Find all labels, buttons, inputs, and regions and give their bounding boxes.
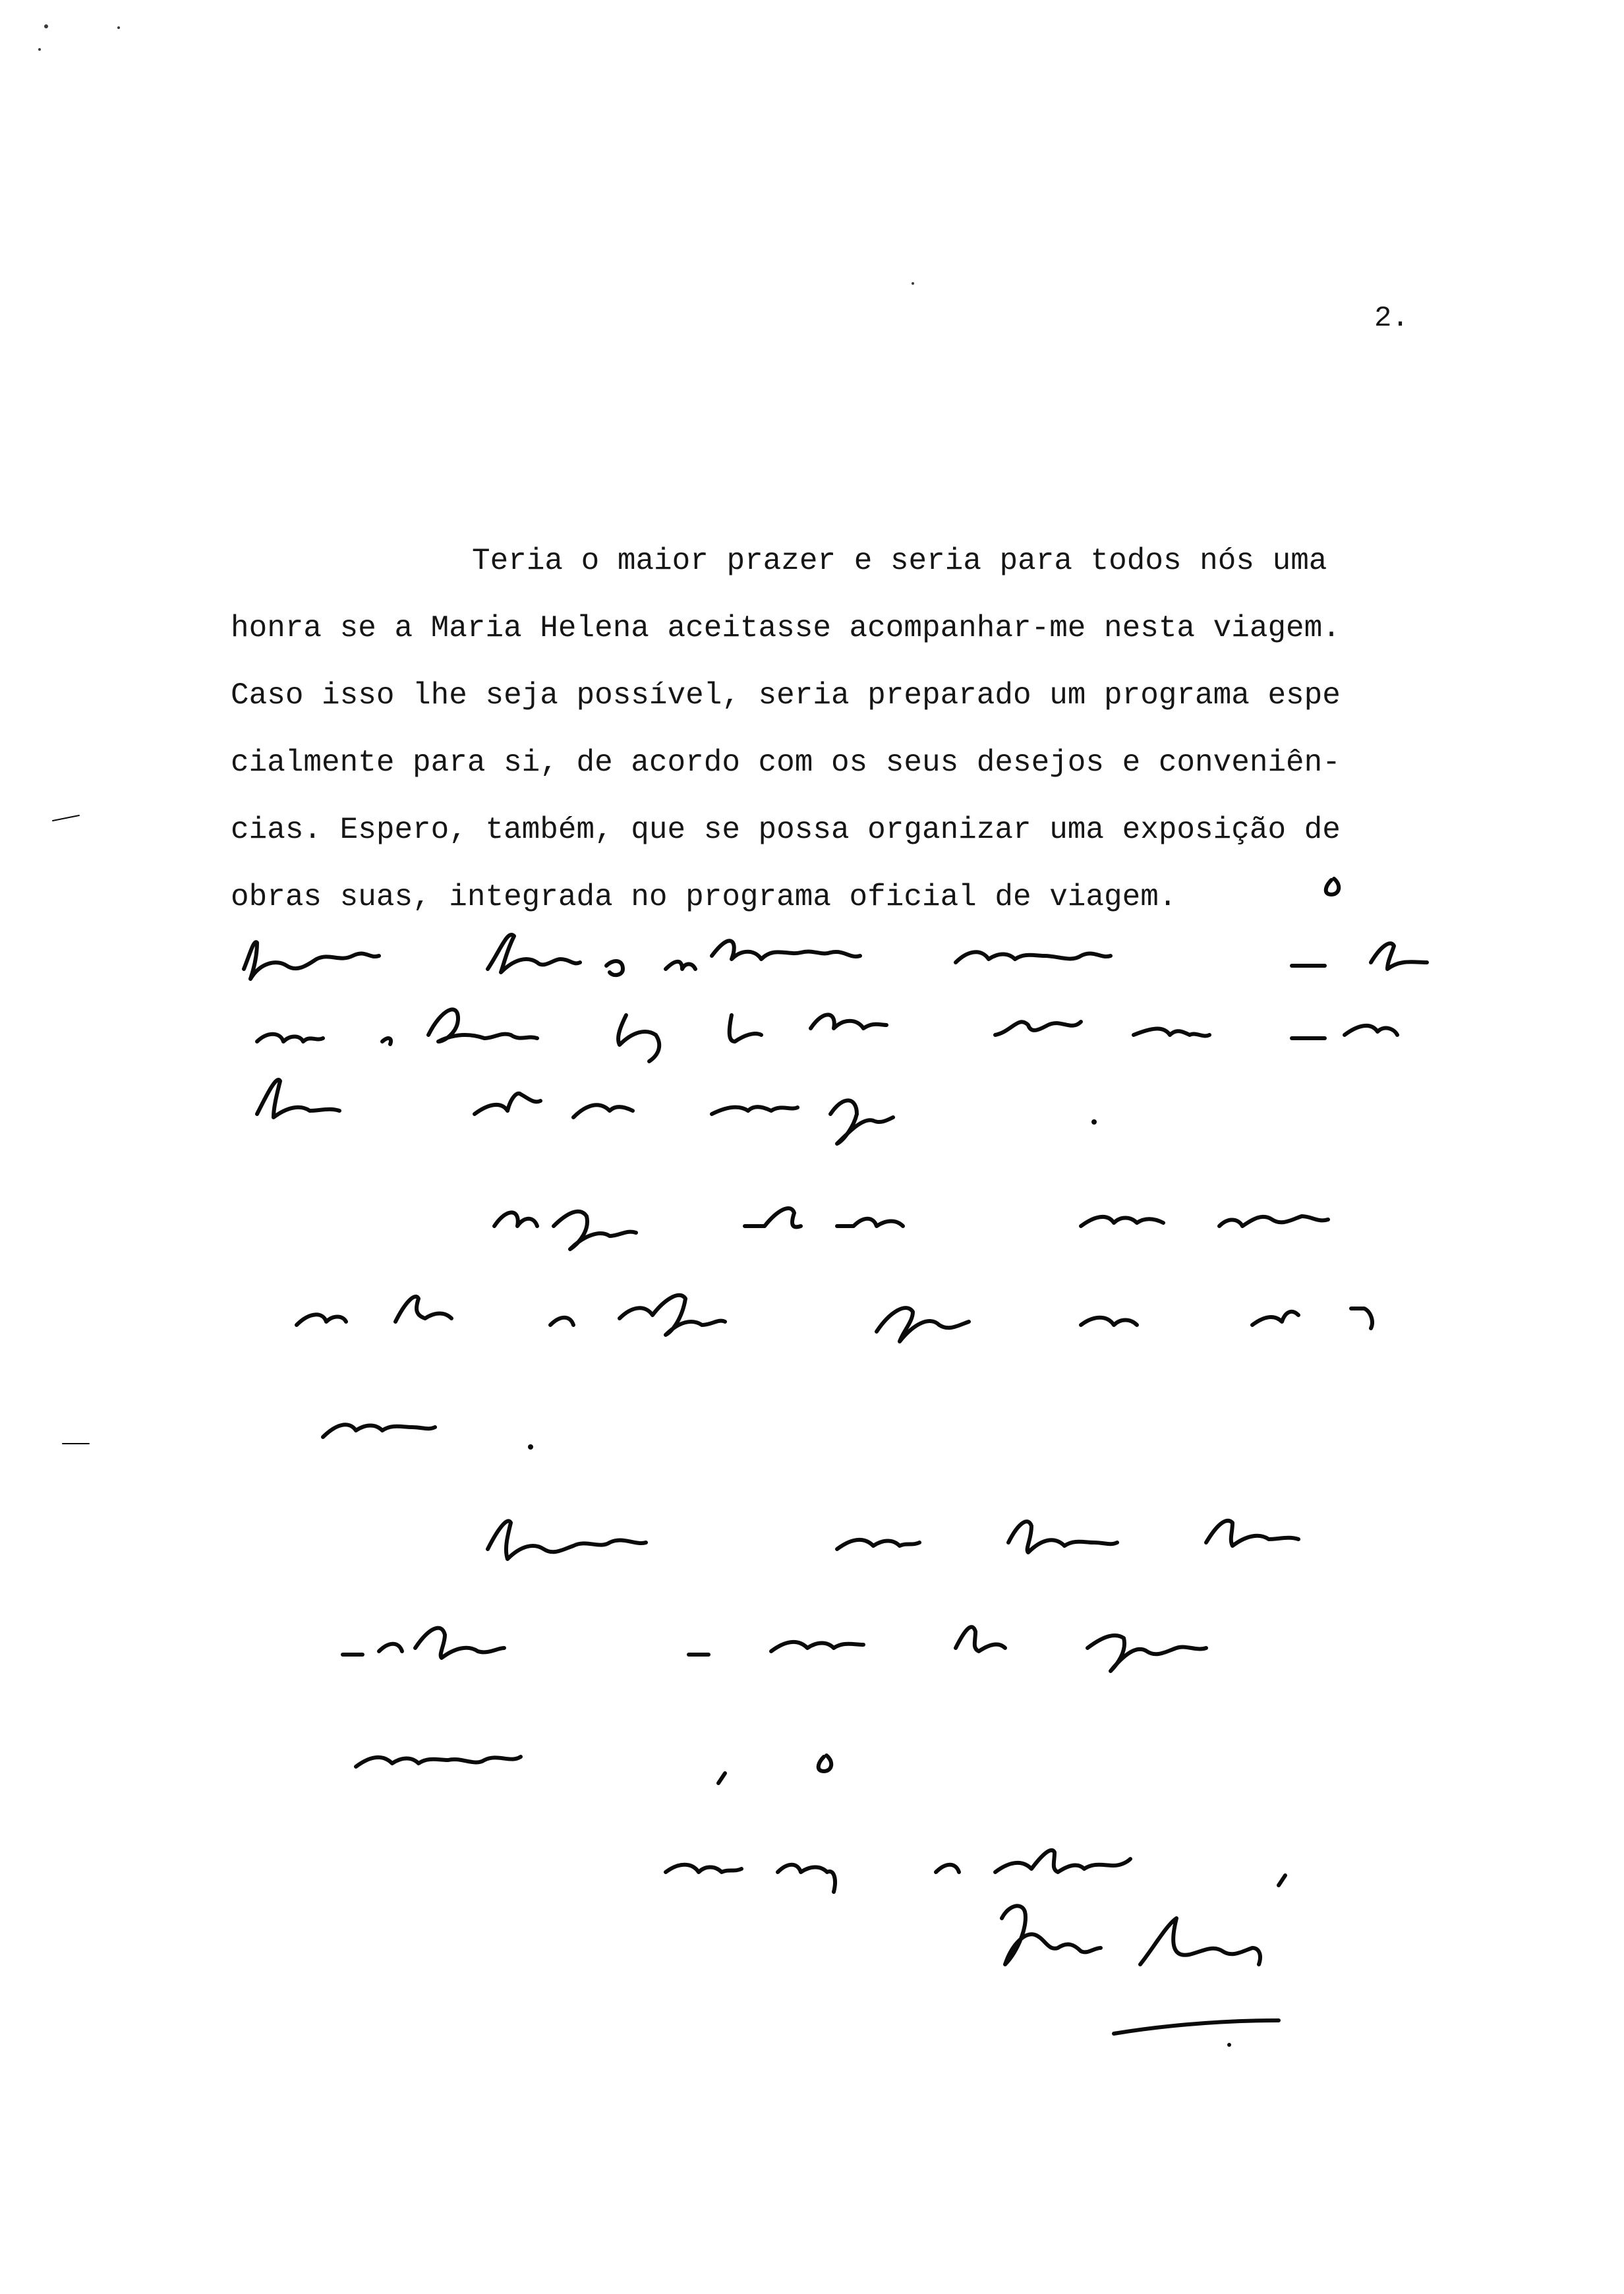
typed-line: honra se a Maria Helena aceitasse acompanhar-me nesta viagem. xyxy=(231,611,1341,645)
handwritten-word xyxy=(771,1642,863,1651)
handwritten-word xyxy=(956,952,1111,962)
handwritten-word xyxy=(488,1521,646,1559)
ink-comma xyxy=(718,1773,725,1783)
typed-line: cialmente para si, de acordo com os seus desejos e conveniên- xyxy=(231,746,1341,780)
handwritten-word xyxy=(323,1425,435,1437)
handwritten-word xyxy=(244,942,379,979)
handwritten-word xyxy=(1351,1309,1372,1328)
handwritten-word xyxy=(428,1009,537,1042)
typed-line: Caso isso lhe seja possível, seria preparado um programa espe xyxy=(231,678,1341,713)
handwritten-word xyxy=(297,1314,346,1325)
handwritten-word xyxy=(1219,1216,1328,1226)
scan-speck xyxy=(117,26,120,29)
handwritten-word xyxy=(995,1850,1130,1872)
handwritten-word xyxy=(573,1105,633,1117)
ink-comma xyxy=(1279,1875,1285,1885)
handwritten-word xyxy=(415,1628,504,1658)
ink-mark xyxy=(1326,879,1339,895)
handwritten-word xyxy=(666,962,695,969)
handwritten-note xyxy=(244,879,1427,1892)
handwritten-word xyxy=(620,1295,725,1335)
handwritten-word xyxy=(475,1094,540,1114)
signature-stroke xyxy=(1002,1906,1101,1964)
scan-speck xyxy=(912,282,914,285)
handwritten-word xyxy=(712,1107,798,1114)
ink-dot xyxy=(1091,1119,1097,1125)
ink-dot xyxy=(528,1444,533,1450)
handwritten-word xyxy=(606,961,623,975)
ink-mark xyxy=(819,1755,832,1771)
handwritten-word xyxy=(778,1865,835,1892)
handwritten-word xyxy=(395,1297,451,1322)
handwritten-word xyxy=(1252,1312,1298,1325)
handwritten-word xyxy=(382,1038,391,1044)
handwritten-word xyxy=(956,1627,1005,1651)
signature-stroke xyxy=(1140,1918,1260,1964)
signature-underline xyxy=(1114,2020,1279,2034)
handwritten-word xyxy=(666,1865,741,1872)
handwritten-word xyxy=(1371,943,1427,969)
handwritten-word xyxy=(554,1212,636,1249)
handwritten-word xyxy=(745,1208,801,1227)
handwritten-word xyxy=(830,1100,893,1144)
handwritten-word xyxy=(1081,1217,1163,1226)
handwritten-word xyxy=(1345,1026,1397,1035)
handwritten-word xyxy=(995,1022,1081,1035)
handwritten-word xyxy=(379,1644,402,1651)
handwritten-word xyxy=(550,1318,573,1325)
handwritten-word xyxy=(356,1757,521,1767)
handwritten-word xyxy=(1088,1635,1206,1671)
handwritten-word xyxy=(837,1540,919,1549)
handwritten-word xyxy=(811,1015,886,1028)
ink-dot xyxy=(1227,2043,1231,2047)
handwritten-word xyxy=(257,1034,323,1042)
typed-line: obras suas, integrada no programa oficial de viagem. xyxy=(231,880,1177,914)
page-number: 2. xyxy=(1374,302,1409,335)
handwritten-word xyxy=(1206,1521,1298,1546)
handwritten-word xyxy=(837,1219,903,1226)
signature xyxy=(1002,1906,1279,2047)
scan-speck xyxy=(44,24,48,28)
scan-speck xyxy=(53,815,79,821)
handwritten-word xyxy=(877,1308,969,1341)
handwritten-word xyxy=(712,941,860,959)
handwritten-word xyxy=(488,935,580,972)
typed-line: Teria o maior prazer e seria para todos nós uma xyxy=(472,544,1327,578)
handwritten-word xyxy=(618,1015,659,1061)
handwritten-word xyxy=(1134,1029,1209,1036)
scan-speck xyxy=(38,48,41,51)
handwritten-word xyxy=(1081,1318,1137,1325)
typed-line: cias. Espero, também, que se possa organizar uma exposição de xyxy=(231,813,1341,847)
handwritten-word xyxy=(1008,1521,1117,1552)
handwritten-word xyxy=(730,1015,761,1042)
handwritten-word xyxy=(257,1080,339,1117)
handwritten-word xyxy=(494,1212,537,1226)
handwritten-word xyxy=(936,1865,959,1872)
